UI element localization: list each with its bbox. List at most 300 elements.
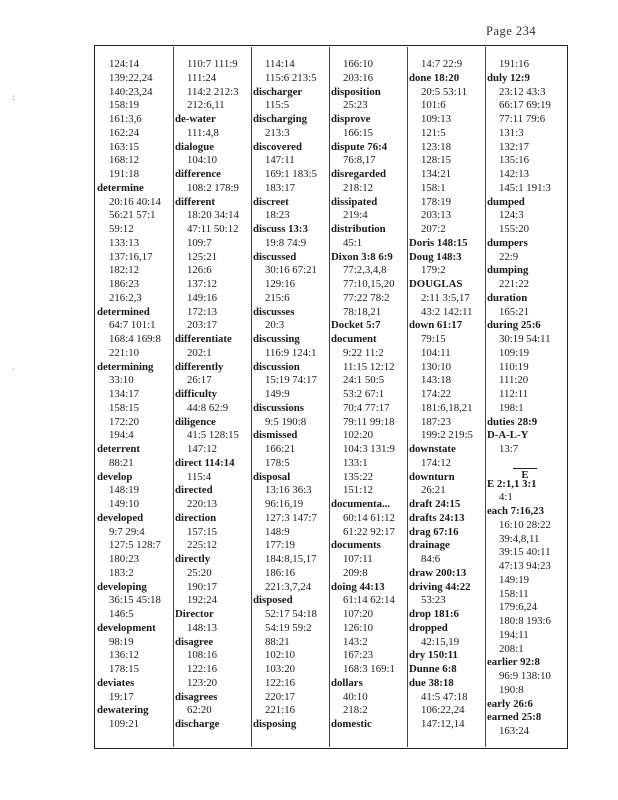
page-reference: 101:6 [421,99,446,112]
page-reference: 2:11 3:5,17 [421,291,470,304]
index-term: Doris 148:15 [409,236,468,249]
page-reference: 112:11 [499,388,529,400]
index-term: discussed [253,250,297,263]
page-reference: 140:23,24 [109,85,153,98]
page-reference: 168:12 [109,154,139,167]
index-term: D-A-L-Y [487,429,529,442]
page-reference: 145:1 191:3 [499,181,551,194]
page-reference: 168:4 169:8 [109,333,161,345]
page-reference: 132:17 [499,140,529,153]
page-reference: 220:13 [187,498,217,510]
page-reference: 26:21 [421,484,446,497]
index-column-6 [487,58,563,739]
page-reference: 13:7 [499,443,519,455]
index-term: determined [97,305,150,318]
page-reference: 174:22 [421,388,451,400]
page-reference: 114:14 [265,58,295,70]
index-term: determining [97,360,154,373]
page-reference: 115:6 213:5 [265,71,317,84]
index-term: discussions [253,401,305,414]
index-term: dollars [331,676,363,689]
index-term: discuss 13:3 [253,223,308,235]
index-term: developing [97,580,147,593]
page-reference: 44:8 62:9 [187,401,229,414]
page-reference: 158:19 [109,99,139,112]
page-reference: 149:16 [187,291,217,304]
page-reference: 96:16,19 [265,498,304,510]
index-term: dumped [487,195,525,208]
page-reference: 62:20 [187,704,212,717]
page-reference: 133:13 [109,236,139,249]
page-reference: 203:17 [187,319,217,332]
page-reference: 104:10 [187,154,217,167]
page-reference: 45:1 [343,236,363,249]
column-rule [329,47,330,747]
page-reference: 177:19 [265,539,295,552]
page-reference: 43:2 142:11 [421,305,473,318]
index-term: domestic [331,718,372,730]
page-reference: 70:4 77:17 [343,401,390,414]
page-reference: 41:5 47:18 [421,690,468,703]
page-reference: 16:10 28:22 [499,518,551,531]
index-term: discharger [253,85,303,98]
page-reference: 190:17 [187,580,217,593]
page-reference: 133:1 [343,456,368,469]
page-reference: 183:2 [109,566,134,579]
page-reference: 122:16 [265,676,295,689]
page-reference: 179:6,24 [499,601,538,614]
page-reference: 40:10 [343,690,368,703]
page-reference: 77:22 78:2 [343,291,390,304]
index-term: early 26:6 [487,697,533,710]
page-reference: 109:7 [187,236,212,249]
index-term: E 2:1,1 3:1 [487,477,537,490]
page-reference: 122:16 [187,663,217,675]
page-reference: 218:12 [343,181,373,194]
index-term: downstate [409,443,456,455]
index-term: drainage [409,539,450,552]
page-reference: 166:15 [343,126,373,139]
page-reference: 148:9 [265,525,290,538]
page-reference: 127:5 128:7 [109,539,161,552]
index-term: duties 28:9 [487,415,538,428]
index-term: differentiate [175,333,232,345]
index-term: drop 181:6 [409,608,459,620]
page-reference: 147:12,14 [421,718,465,730]
index-term: discreet [253,195,289,208]
page-reference: 78:18,21 [343,305,382,318]
page-reference: 23:12 43:3 [499,85,546,98]
page-reference: 109:19 [499,346,529,359]
page-reference: 168:3 169:1 [343,663,395,675]
page-reference: 30:16 67:21 [265,264,317,277]
page-reference: 60:14 61:12 [343,511,395,524]
page-reference: 18:23 [265,209,290,222]
page-reference: 218:2 [343,704,368,717]
index-term: dialogue [175,140,214,153]
page-reference: 19:8 74:9 [265,236,307,249]
page-reference: 53:23 [421,594,446,607]
index-column-1 [97,58,173,732]
page-reference: 135:16 [499,154,529,167]
page-reference: 169:1 183:5 [265,168,317,180]
page-reference: 135:22 [343,470,373,483]
index-term: disposing [253,718,297,730]
index-term: earlier 92:8 [487,656,540,669]
index-term: disposition [331,85,381,98]
page-reference: 111:24 [187,71,217,84]
page-reference: 137:12 [187,278,217,290]
page-reference: 20:3 [265,319,285,332]
page-reference: 219:4 [343,209,368,222]
index-term: during 25:6 [487,319,541,332]
page-reference: 178:19 [421,195,451,208]
page-reference: 221:10 [109,346,139,359]
index-term: discussing [253,333,300,345]
index-term: disregarded [331,168,386,180]
page-reference: 121:5 [421,126,446,139]
page-reference: 106:22,24 [421,704,465,717]
index-term: earned 25:8 [487,711,542,724]
page-reference: 11:15 12:12 [343,360,395,373]
page-reference: 66:17 69:19 [499,99,551,112]
index-term: directly [175,553,211,565]
page-reference: 158:1 [421,181,446,194]
column-rule [173,47,174,747]
index-term: documents [331,539,381,552]
page-reference: 126:10 [343,621,373,634]
index-term: duly 12:9 [487,71,530,84]
page-reference: 191:18 [109,168,139,180]
page-reference: 110:19 [499,360,529,373]
page-number: Page 234 [486,24,537,38]
index-term: direct 114:14 [175,456,235,469]
page-reference: 59:12 [109,223,134,235]
page-reference: 39:4,8,11 [499,532,540,545]
page-reference: 98:19 [109,635,134,648]
page-reference: 15:19 74:17 [265,374,317,387]
index-term: direction [175,511,217,524]
page-reference: 126:6 [187,264,212,277]
page-reference: 111:4,8 [187,126,219,139]
index-term: dissipated [331,195,378,208]
index-term: Director [175,608,214,620]
index-term: done 18:20 [409,71,460,84]
index-term: difference [175,168,221,180]
page-reference: 64:7 101:1 [109,319,156,332]
index-term: develop [97,470,133,483]
page-reference: 33:10 [109,374,134,387]
page-reference: 203:13 [421,209,451,222]
index-term: documenta... [331,498,391,510]
page-reference: 137:16,17 [109,250,153,263]
index-term: distribution [331,223,386,235]
page-reference: 108:16 [187,649,217,662]
page-reference: 124:3 [499,209,524,222]
page-reference: 25:20 [187,566,212,579]
page-reference: 79:15 [421,333,446,345]
page-reference: 179:2 [421,264,446,277]
index-term: different [175,195,215,208]
page-reference: 19:17 [109,690,134,703]
page-reference: 178:15 [109,663,139,675]
page-reference: 9:7 29:4 [109,525,145,538]
index-term: dismissed [253,429,298,442]
page-reference: 77:2,3,4,8 [343,264,387,277]
index-term: diligence [175,415,216,428]
index-term: duration [487,291,528,304]
page-reference: 123:20 [187,676,217,689]
page-reference: 178:5 [265,456,290,469]
page-reference: 79:11 99:18 [343,415,395,428]
page-reference: 183:17 [265,181,295,194]
page-reference: 107:20 [343,608,373,620]
page-reference: 209:8 [343,566,368,579]
page-reference: 213:3 [265,126,290,139]
page-reference: 212:6,11 [187,99,225,112]
page-reference: 194:11 [499,628,529,641]
page-reference: 4:1 [499,491,513,504]
index-term: DOUGLAS [409,278,463,290]
page-reference: 215:6 [265,291,290,304]
index-term: de-water [175,113,216,125]
index-term: draft 24:15 [409,498,461,510]
page-reference: 187:23 [421,415,451,428]
page-reference: 155:20 [499,223,529,235]
index-term: disposal [253,470,291,483]
index-term: deviates [97,676,135,689]
page-reference: 191:16 [499,58,529,70]
margin-tick: : [12,92,15,102]
page-reference: 207:2 [421,223,446,235]
index-term: discharge [175,718,220,730]
page-reference: 181:6,18,21 [421,401,473,414]
page-reference: 151:12 [343,484,373,497]
index-term: discusses [253,305,295,318]
index-term: down 61:17 [409,319,463,332]
page-reference: 131:3 [499,126,524,139]
index-term: deterrent [97,443,140,455]
page-reference: 157:15 [187,525,217,538]
page-reference: 88:21 [109,456,134,469]
index-term: drafts 24:13 [409,511,465,524]
page-reference: 123:18 [421,140,451,153]
page-reference: 109:13 [421,113,451,125]
index-term: discussion [253,360,300,373]
page-reference: 147:11 [265,154,295,167]
page-reference: 182:12 [109,264,139,277]
page-reference: 162:24 [109,126,139,139]
page-reference: 202:1 [187,346,212,359]
page-reference: 107:11 [343,553,373,565]
page-reference: 143:18 [421,374,451,387]
column-rule [485,47,486,747]
page-reference: 180:8 193:6 [499,615,551,627]
page-reference: 221:3,7,24 [265,580,312,593]
index-term: dumpers [487,236,528,249]
page-reference: 9:22 11:2 [343,346,384,359]
page-reference: 30:19 54:11 [499,333,551,345]
index-column-3 [253,58,329,732]
index-term: downturn [409,470,455,483]
page-reference: 96:9 138:10 [499,670,551,682]
page-reference: 167:23 [343,649,373,662]
spacer [487,457,563,464]
index-term: discovered [253,140,302,153]
page-reference: 13:16 36:3 [265,484,312,497]
page-reference: 26:17 [187,374,212,387]
index-term: development [97,621,156,634]
page-reference: 220:17 [265,690,295,703]
index-term: draw 200:13 [409,566,467,579]
index-term: doing 44:13 [331,580,385,593]
page-reference: 149:10 [109,498,139,510]
index-term: drag 67:16 [409,525,459,538]
page-reference: 125:21 [187,250,217,263]
page-reference: 36:15 45:18 [109,594,161,607]
page-reference: 20:5 53:11 [421,85,468,98]
section-letter [487,464,563,481]
index-term: disagree [175,635,214,648]
page-reference: 20:16 40:14 [109,195,161,208]
index-term: dry 150:11 [409,649,458,662]
section-letter-text: E [513,468,536,481]
page-reference: 158:11 [499,587,529,600]
page-reference: 104:3 131:9 [343,443,395,455]
index-term: Dunne 6:8 [409,663,457,675]
page-reference: 76:8,17 [343,154,376,167]
index-term: dropped [409,621,448,634]
index-column-2 [175,58,251,732]
margin-tick: . [12,362,15,372]
page-reference: 77:11 79:6 [499,113,546,125]
page-reference: 116:9 124:1 [265,346,317,359]
page-reference: 42:15,19 [421,635,460,648]
page-reference: 216:2,3 [109,291,142,304]
page-reference: 186:23 [109,278,139,290]
page-reference: 147:12 [187,443,217,455]
page-reference: 198:1 [499,401,524,414]
column-rule [251,47,252,747]
page-reference: 146:5 [109,608,134,620]
page-reference: 161:3,6 [109,113,142,125]
page-reference: 143:2 [343,635,368,648]
page-reference: 163:15 [109,140,139,153]
page-reference: 165:21 [499,305,529,318]
page-reference: 166:21 [265,443,295,455]
index-term: developed [97,511,144,524]
index-term: Docket 5:7 [331,319,381,332]
page-reference: 221:16 [265,704,295,717]
page-reference: 192:24 [187,594,217,607]
page-reference: 134:21 [421,168,451,180]
page-reference: 163:24 [499,725,529,737]
index-term: difficulty [175,388,217,400]
index-term: disagrees [175,690,218,703]
page-reference: 41:5 128:15 [187,429,239,442]
index-term: dumping [487,264,529,277]
index-term: determine [97,181,144,194]
index-term: Doug 148:3 [409,250,462,263]
index-term: disprove [331,113,371,125]
page-reference: 102:20 [343,429,373,442]
index-term: differently [175,360,224,373]
page-reference: 25:23 [343,99,368,112]
page-reference: 84:6 [421,553,441,565]
page-reference: 127:3 147:7 [265,511,317,524]
page-reference: 166:10 [343,58,373,70]
page-reference: 77:10,15,20 [343,278,395,290]
page-reference: 172:13 [187,305,217,318]
page-reference: 174:12 [421,456,451,469]
page-reference: 149:9 [265,388,290,400]
page-reference: 88:21 [265,635,290,648]
page-reference: 115:5 [265,99,290,112]
page-reference: 190:8 [499,683,524,696]
page-reference: 54:19 59:2 [265,621,312,634]
page-reference: 14:7 22:9 [421,58,463,70]
page-reference: 149:19 [499,573,529,586]
page-reference: 108:2 178:9 [187,181,239,194]
page-reference: 103:20 [265,663,295,675]
index-term: Dixon 3:8 6:9 [331,250,393,263]
page-reference: 186:16 [265,566,295,579]
page-reference: 172:20 [109,415,139,428]
page-reference: 124:14 [109,58,139,70]
page-reference: 47:11 50:12 [187,223,239,235]
page-reference: 225:12 [187,539,217,552]
page-reference: 24:1 50:5 [343,374,385,387]
page-reference: 139:22,24 [109,71,153,84]
page-reference: 110:7 111:9 [187,58,238,70]
index-term: directed [175,484,213,497]
page-reference: 130:10 [421,360,451,373]
page-reference: 109:21 [109,718,139,730]
page-reference: 142:13 [499,168,529,180]
index-column-4 [331,58,407,732]
index-term: due 38:18 [409,676,454,689]
page-reference: 180:23 [109,553,139,565]
page-reference: 158:15 [109,401,139,414]
page-reference: 104:11 [421,346,451,359]
index-term: driving 44:22 [409,580,471,593]
index-term: disposed [253,594,293,607]
index-term: discharging [253,113,307,125]
index-term: document [331,333,377,345]
page-reference: 221:22 [499,278,529,290]
page-reference: 102:10 [265,649,295,662]
index-term: each 7:16,23 [487,505,544,517]
page-reference: 115:4 [187,470,212,483]
page-reference: 114:2 212:3 [187,85,239,98]
page-reference: 111:20 [499,374,529,387]
page-reference: 22:9 [499,250,519,263]
index-column-5 [409,58,485,732]
page-reference: 18:20 34:14 [187,209,239,222]
index-term: dispute 76:4 [331,140,388,153]
page-reference: 39:15 40:11 [499,546,551,559]
page-reference: 208:1 [499,642,524,655]
word-index [94,45,568,749]
page-reference: 136:12 [109,649,139,662]
page-reference: 129:16 [265,278,295,290]
page-reference: 199:2 219:5 [421,429,473,442]
index-term: dewatering [97,704,149,717]
page-reference: 61:22 92:17 [343,525,395,538]
page-reference: 128:15 [421,154,451,167]
page-reference: 9:5 190:8 [265,415,307,428]
page-reference: 61:14 62:14 [343,594,395,607]
